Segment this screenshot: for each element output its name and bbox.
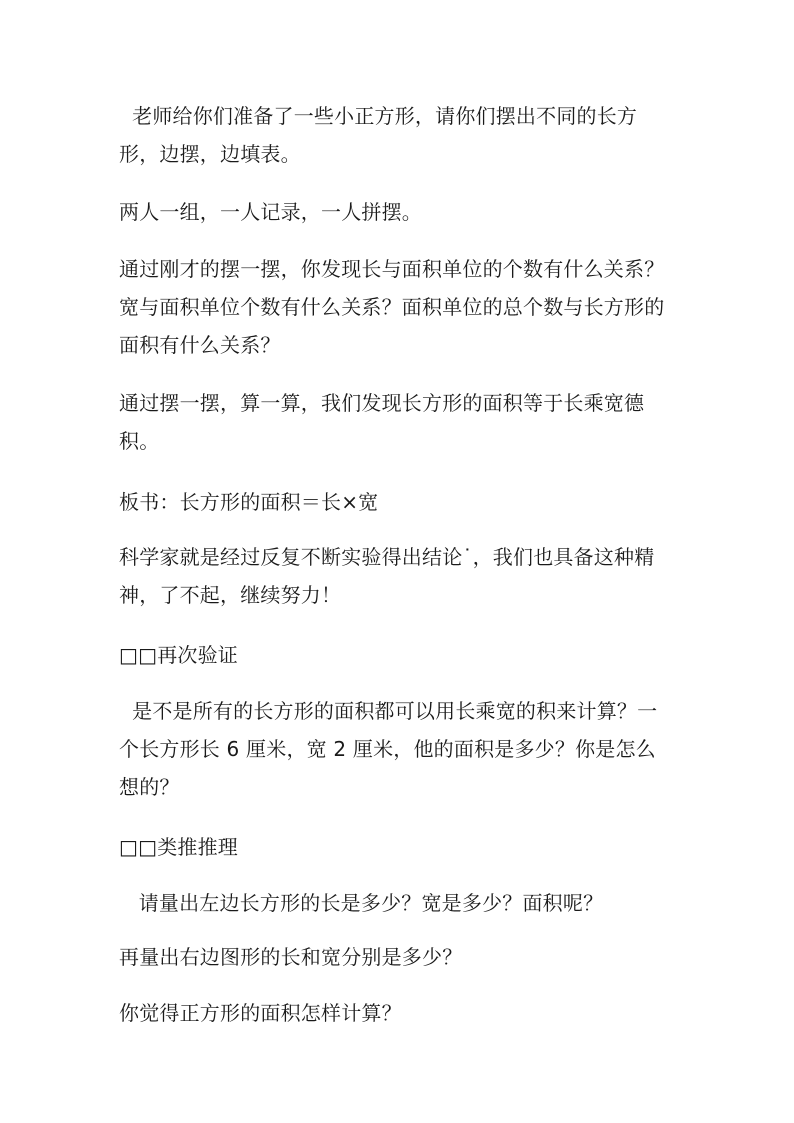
paragraph-verify-question: 是不是所有的长方形的面积都可以用长乘宽的积来计算？一个长方形长 6 厘米，宽 2 厘米，他的面积是多少？你是怎么想的？ [119,699,658,799]
paragraph-group-work: 两人一组，一人记录，一人拼摆。 [119,200,422,224]
paragraph-measure-left: 请量出左边长方形的长是多少？宽是多少？面积呢？ [119,891,604,915]
paragraph-intro: 老师给你们准备了一些小正方形，请你们摆出不同的长方形，边摆，边填表。 [119,104,638,166]
paragraph-board-note: 板书：长方形的面积＝长×宽 [119,490,379,514]
paragraph-measure-right: 再量出右边图形的长和宽分别是多少？ [119,945,463,969]
section-heading-analogy: □□类推推理 [119,835,238,859]
paragraph-conclusion: 通过摆一摆，算一算，我们发现长方形的面积等于长乘宽德积。 [119,391,645,453]
section-heading-verify: □□再次验证 [119,643,238,667]
paragraph-square-question: 你觉得正方形的面积怎样计算？ [119,1001,402,1025]
paragraph-questions: 通过刚才的摆一摆，你发现长与面积单位的个数有什么关系？宽与面积单位个数有什么关系？面积单位的总个数与长方形的面积有什么关系？ [119,257,665,357]
paragraph-encouragement: 科学家就是经过反复不断实验得出结论˙，我们也具备这种精神，了不起，继续努力！ [119,545,655,607]
